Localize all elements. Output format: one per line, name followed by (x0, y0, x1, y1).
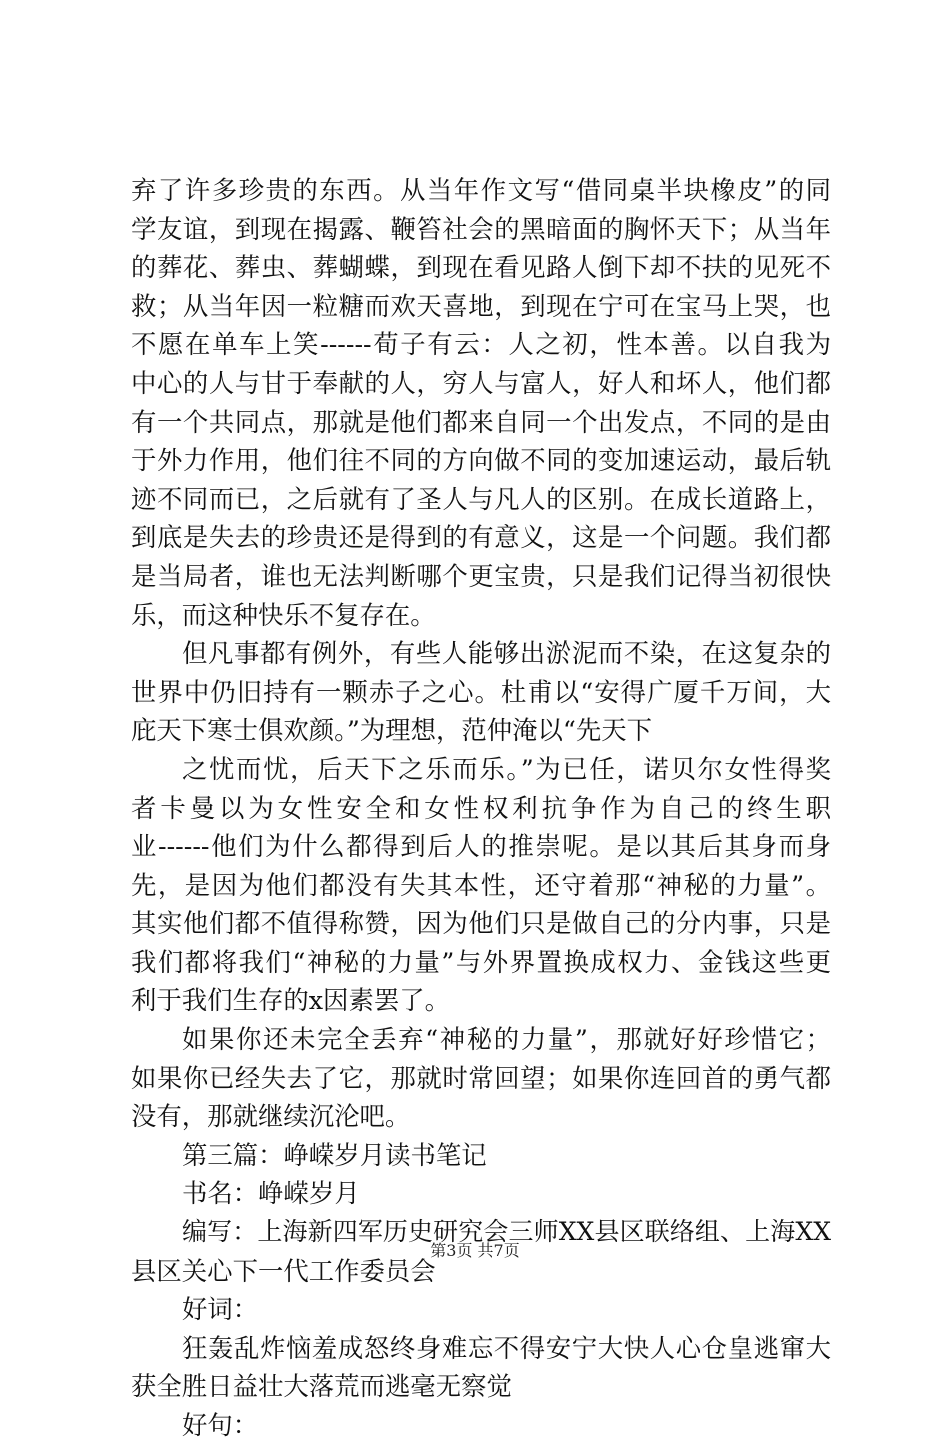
text-line: 的葬花、葬虫、葬蝴蝶，到现在看见路人倒下却不扶的见死不 (131, 252, 831, 283)
text-line: 获全胜日益壮大落荒而逃毫无察觉 (131, 1371, 512, 1402)
text-line: 第三篇：峥嵘岁月读书笔记 (182, 1139, 487, 1170)
text-line: 利于我们生存的x因素罢了。 (131, 985, 451, 1016)
text-line: 我们都将我们“神秘的力量”与外界置换成权力、金钱这些更 (131, 946, 831, 977)
text-line: 救；从当年因一粒糖而欢天喜地，到现在宁可在宝马上哭，也 (131, 290, 831, 321)
text-line: 之忧而忧，后天下之乐而乐。”为已任，诺贝尔女性得奖 (182, 753, 831, 784)
text-line: 没有，那就继续沉沦吧。 (131, 1101, 411, 1132)
text-line: 好词： (182, 1294, 259, 1325)
text-line: 编写：上海新四军历史研究会三师XX县区联络组、上海XX (182, 1217, 831, 1247)
text-line: 书名：峥嵘岁月 (182, 1178, 360, 1209)
text-line: 世界中仍旧持有一颗赤子之心。杜甫以“安得广厦千万间，大 (131, 676, 831, 707)
text-line: 不愿在单车上笑------荀子有云：人之初，性本善。以自我为 (131, 329, 831, 360)
text-line: 如果你还未完全丢弃“神秘的力量”，那就好好珍惜它； (182, 1024, 831, 1055)
text-line: 但凡事都有例外，有些人能够出淤泥而不染，在这复杂的 (182, 638, 831, 669)
text-line: 县区关心下一代工作委员会 (131, 1255, 436, 1286)
text-line: 好句： (182, 1410, 259, 1440)
text-line: 者卡曼以为女性安全和女性权利抗争作为自己的终生职 (131, 792, 831, 823)
text-line: 学友谊，到现在揭露、鞭笞社会的黑暗面的胸怀天下；从当年 (131, 213, 831, 244)
text-line: 如果你已经失去了它，那就时常回望；如果你连回首的勇气都 (131, 1062, 831, 1093)
text-line: 业------他们为什么都得到后人的推崇呢。是以其后其身而身 (131, 831, 831, 862)
text-line: 于外力作用，他们往不同的方向做不同的变加速运动，最后轨 (131, 445, 831, 476)
text-line: 狂轰乱炸恼羞成怒终身难忘不得安宁大快人心仓皇逃窜大 (182, 1332, 831, 1363)
text-line: 其实他们都不值得称赞，因为他们只是做自己的分内事，只是 (131, 908, 831, 939)
text-line: 弃了许多珍贵的东西。从当年作文写“借同桌半块橡皮”的同 (131, 175, 831, 205)
text-line: 先，是因为他们都没有失其本性，还守着那“神秘的力量”。 (131, 869, 831, 900)
text-line: 庇天下寒士俱欢颜。”为理想，范仲淹以“先天下 (131, 715, 653, 746)
text-line: 迹不同而已，之后就有了圣人与凡人的区别。在成长道路上， (131, 483, 831, 514)
page-footer: 第3页 共7页 (430, 1241, 520, 1260)
text-line: 到底是失去的珍贵还是得到的有意义，这是一个问题。我们都 (131, 522, 831, 553)
text-line: 有一个共同点，那就是他们都来自同一个出发点，不同的是由 (131, 406, 831, 437)
text-line: 是当局者，谁也无法判断哪个更宝贵，只是我们记得当初很快 (131, 560, 831, 591)
text-line: 中心的人与甘于奉献的人，穷人与富人，好人和坏人，他们都 (131, 367, 831, 398)
text-line: 乐，而这种快乐不复存在。 (131, 599, 436, 630)
